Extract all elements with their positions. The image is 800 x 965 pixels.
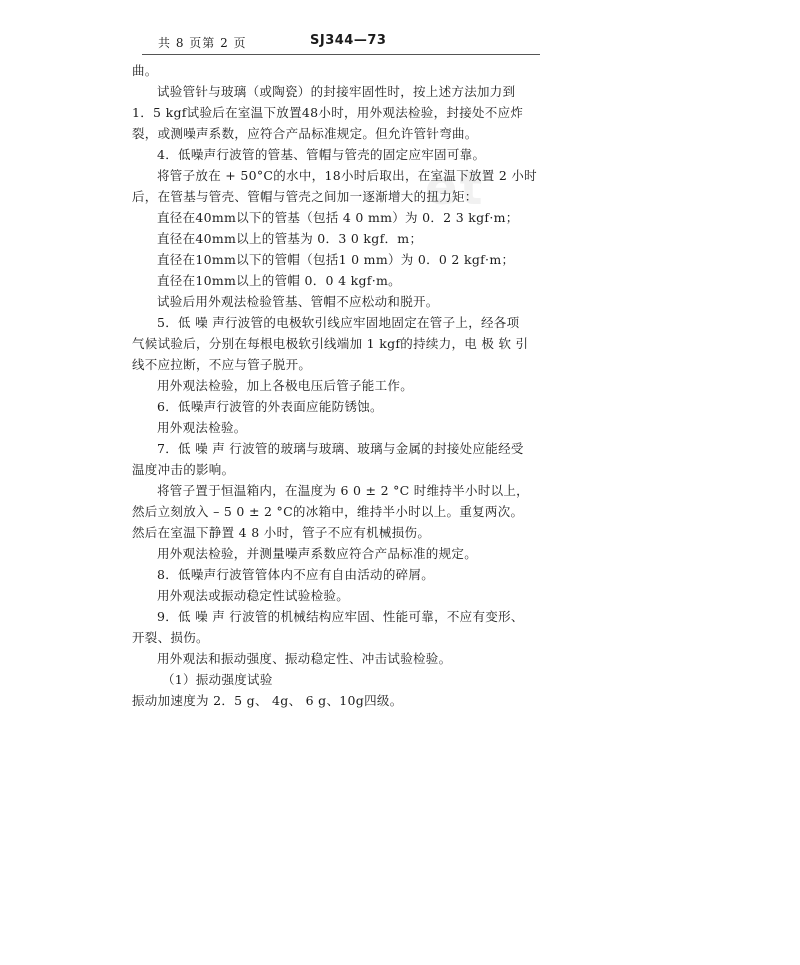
text-line: 用外观法检验，并测量噪声系数应符合产品标准的规定。 bbox=[157, 546, 478, 561]
text-line: 1．5 kgf试验后在室温下放置48小时，用外观法检验，封接处不应炸 bbox=[132, 105, 524, 120]
header-divider bbox=[142, 54, 540, 55]
text-line: 用外观法检验，加上各极电压后管子能工作。 bbox=[157, 378, 414, 393]
text-line: 开裂、损伤。 bbox=[132, 630, 209, 645]
text-line: 9．低 噪 声 行波管的机械结构应牢固、性能可靠，不应有变形、 bbox=[157, 609, 524, 624]
text-line: 然后立刻放入 – 5 0 ± 2 °C的冰箱中，维持半小时以上。重复两次。 bbox=[132, 504, 524, 519]
standard-code: SJ344—73 bbox=[310, 33, 387, 48]
text-line: 用外观法和振动强度、振动稳定性、冲击试验检验。 bbox=[157, 651, 452, 666]
text-line: 曲。 bbox=[132, 63, 158, 78]
text-line: 直径在40mm以下的管基（包括 4 0 mm）为 0．2 3 kgf·m； bbox=[157, 210, 519, 225]
text-line: 将管子置于恒温箱内，在温度为 6 0 ± 2 °C 时维持半小时以上， bbox=[157, 483, 529, 498]
text-line: 试验后用外观法检验管基、管帽不应松动和脱开。 bbox=[157, 294, 439, 309]
text-line: 7．低 噪 声 行波管的玻璃与玻璃、玻璃与金属的封接处应能经受 bbox=[157, 441, 524, 456]
page-header bbox=[150, 34, 542, 54]
text-line: 温度冲击的影响。 bbox=[132, 462, 235, 477]
text-line: 后，在管基与管壳、管帽与管壳之间加一逐渐增大的扭力矩： bbox=[132, 189, 478, 204]
text-line: 5．低 噪 声行波管的电极软引线应牢固地固定在管子上，经各项 bbox=[157, 315, 520, 330]
page-number-info: 共 8 页第 2 页 bbox=[158, 36, 247, 50]
text-line: 振动加速度为 2．5 g、 4g、 6 g、10g四级。 bbox=[132, 693, 403, 708]
text-line: 线不应拉断，不应与管子脱开。 bbox=[132, 357, 312, 372]
text-line: 直径在40mm以上的管基为 0．3 0 kgf．m； bbox=[157, 231, 423, 246]
text-line: 4．低噪声行波管的管基、管帽与管壳的固定应牢固可靠。 bbox=[157, 147, 486, 162]
text-line: 将管子放在 + 50°C的水中，18小时后取出，在室温下放置 2 小时 bbox=[157, 168, 537, 183]
text-line: 试验管针与玻璃（或陶瓷）的封接牢固性时，按上述方法加力到 bbox=[157, 84, 516, 99]
watermark: et bbox=[425, 160, 485, 216]
text-line: 6．低噪声行波管的外表面应能防锈蚀。 bbox=[157, 399, 383, 414]
text-line: 直径在10mm以上的管帽 0．0 4 kgf·m。 bbox=[157, 273, 401, 288]
text-line: 用外观法检验。 bbox=[157, 420, 247, 435]
text-line: 裂，或测噪声系数，应符合产品标准规定。但允许管针弯曲。 bbox=[132, 126, 478, 141]
text-line: 然后在室温下静置 4 8 小时，管子不应有机械损伤。 bbox=[132, 525, 431, 540]
text-line: 8．低噪声行波管管体内不应有自由活动的碎屑。 bbox=[157, 567, 435, 582]
text-line: 用外观法或振动稳定性试验检验。 bbox=[157, 588, 350, 603]
section-heading: （1）振动强度试验 bbox=[162, 672, 273, 687]
text-line: 气候试验后，分别在每根电极软引线端加 1 kgf的持续力，电 极 软 引 bbox=[132, 336, 529, 351]
text-line: 直径在10mm以下的管帽（包括1 0 mm）为 0．0 2 kgf·m； bbox=[157, 252, 515, 267]
